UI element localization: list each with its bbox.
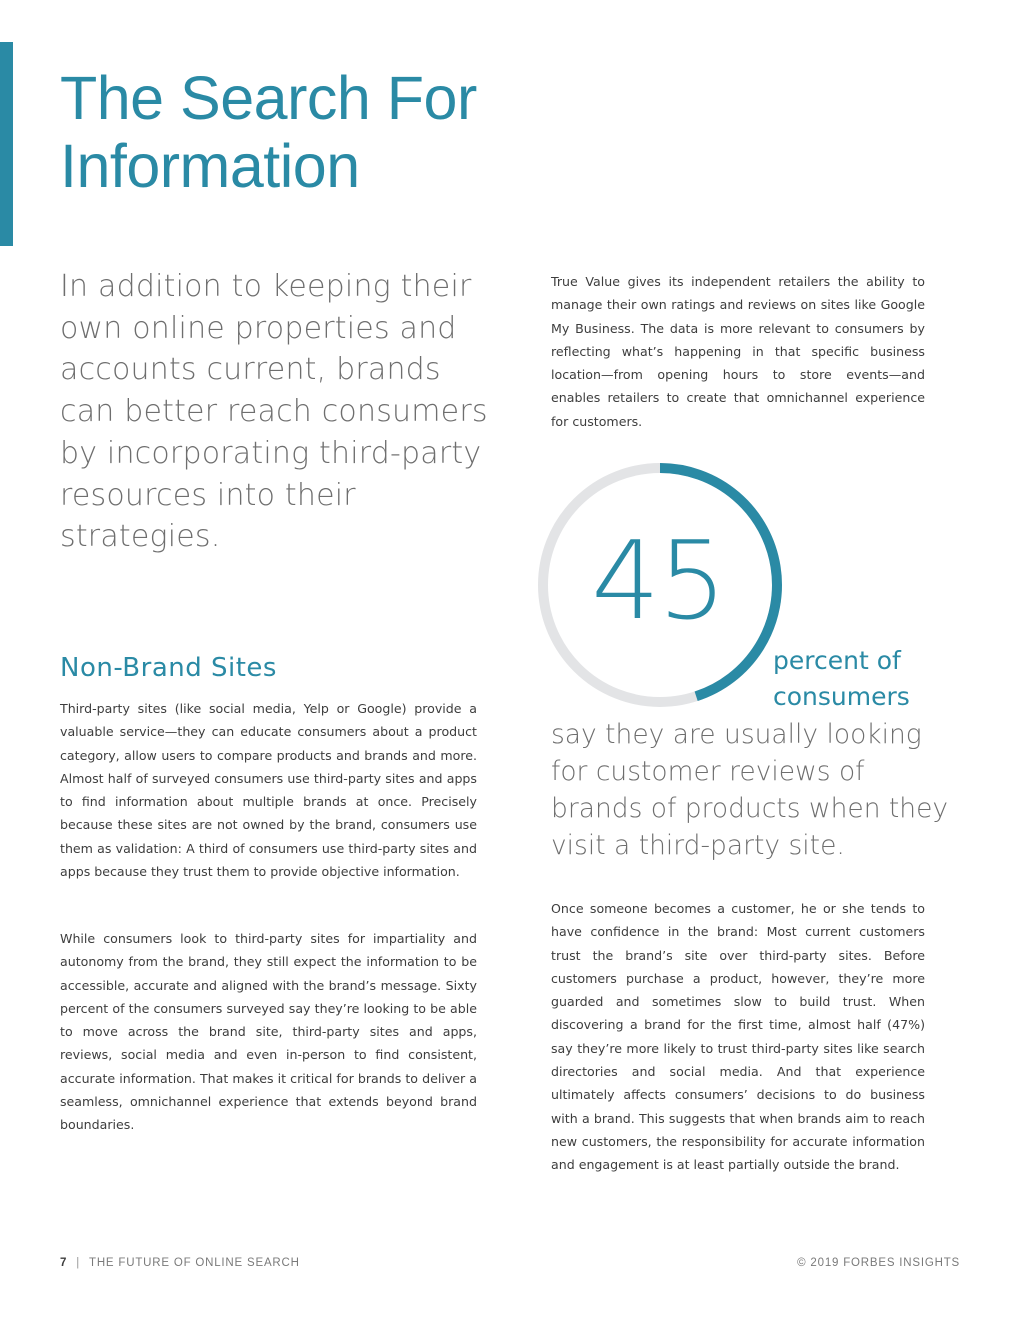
stat-number: 45 xyxy=(591,519,725,644)
stat-label: percent of consumers xyxy=(773,646,910,711)
right-paragraph-1: True Value gives its independent retailers the ability to manage their own ratings and reviews on sites like Google My Business. The data is more relevant to consumers by reflecting what’s happening in that specific business location—from opening hours to store events—and enables retailers to create that omnichannel experience for customers. xyxy=(551,274,925,429)
accent-bar xyxy=(0,42,13,246)
page-title-line1: The Search For xyxy=(60,64,477,132)
page-title-line2: Information xyxy=(60,132,360,200)
footer-copyright: © 2019 FORBES INSIGHTS xyxy=(797,1257,960,1269)
footer-separator: | xyxy=(76,1257,80,1269)
page-title xyxy=(60,64,540,200)
publication-name: THE FUTURE OF ONLINE SEARCH xyxy=(89,1257,300,1269)
footer-left xyxy=(60,1257,300,1269)
page-number: 7 xyxy=(60,1257,68,1269)
body-paragraph-1: Third-party sites (like social media, Yelp or Google) provide a valuable service—they can educate consumers about a product category, allow users to compare products and brands and more. Almost half of surveyed consumers use third-party sites and apps to find information about multiple brands at once. Precisely because these sites are not owned by the brand, consumers use them as validation: A third of consumers use third-party sites and apps because they trust them to provide objective information. xyxy=(60,701,477,880)
body-paragraph-2: While consumers look to third-party sites for impartiality and autonomy from the brand, they still expect the information to be accessible, accurate and aligned with the brand’s message. Sixty percent of the consumers surveyed say they’re looking to be able to move across the brand site, third-party sites and apps, reviews, social media and even in-person to find consistent, accurate information. That makes it critical for brands to deliver a seamless, omnichannel experience that extends beyond brand boundaries. xyxy=(60,931,477,1133)
section-heading: Non-Brand Sites xyxy=(60,653,277,683)
right-paragraph-2: Once someone becomes a customer, he or she tends to have confidence in the brand: Most current customers trust the brand’s site over third-party sites. Before customers purchase a product, however, they’re more guarded and sometimes slow to build trust. When discovering a brand for the first time, almost half (47%) say they’re more likely to trust third-party sites like search directories and social media. And that experience ultimately affects consumers’ decisions to do business with a brand. This suggests that when brands aim to reach new customers, the responsibility for accurate information and engagement is at least partially outside the brand. xyxy=(551,901,925,1173)
lead-paragraph: In addition to keeping their own online properties and accounts current, brands can better reach consumers by incorporating third-party resources into their strategies. xyxy=(60,269,488,555)
stat-description: say they are usually looking for customer reviews of brands of products when they visit a third-party site. xyxy=(551,719,949,861)
